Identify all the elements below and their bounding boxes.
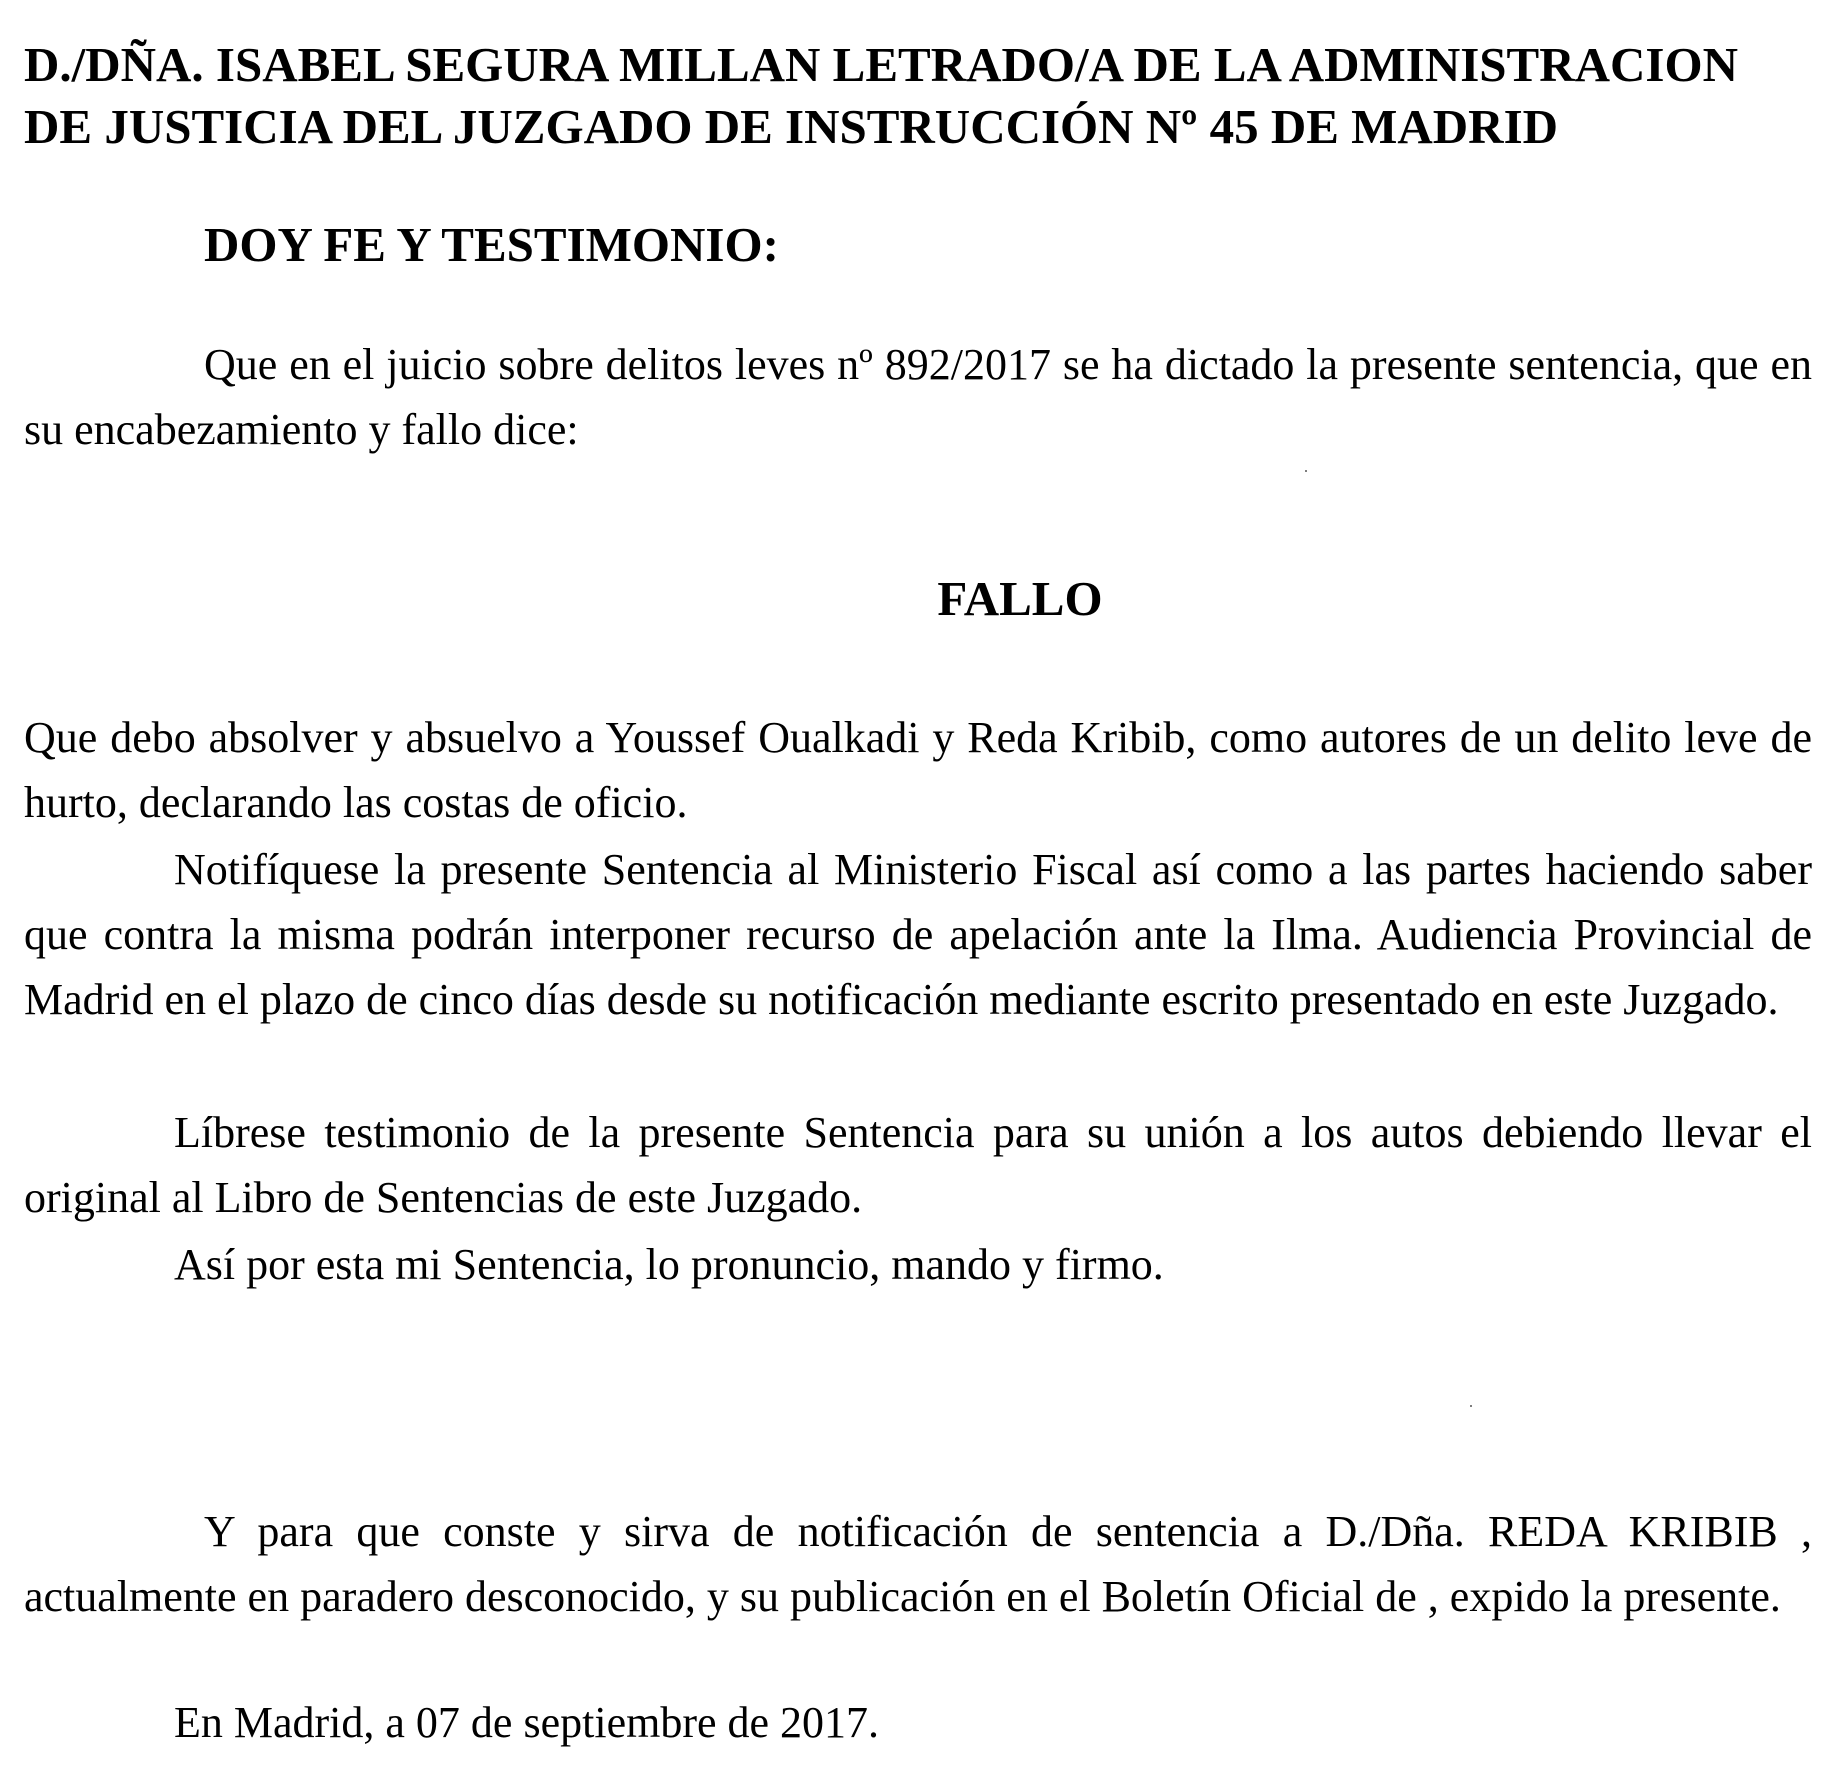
fallo-paragraph-closing: Así por esta mi Sentencia, lo pronuncio, mando y firmo. <box>174 1240 1164 1289</box>
notification-paragraph: Y para que conste y sirva de notificación de sentencia a D./Dña. REDA KRIBIB , actualmente en paradero desconocido, y su publicación en el Boletín Oficial de , expido la presente. <box>24 1507 1812 1621</box>
doy-fe-heading: DOY FE Y TESTIMONIO: <box>204 217 779 272</box>
fallo-paragraph-testimony: Líbrese testimonio de la presente Sentencia para su unión a los autos debiendo llevar el original al Libro de Sentencias de este Juzgado. <box>24 1108 1812 1222</box>
scan-speck <box>1305 470 1307 472</box>
fallo-paragraph-absolution: Que debo absolver y absuelvo a Youssef Oualkadi y Reda Kribib, como autores de un delito leve de hurto, declarando las costas de oficio. <box>24 713 1812 827</box>
date-line: En Madrid, a 07 de septiembre de 2017. <box>174 1698 880 1747</box>
fallo-paragraph-notification: Notifíquese la presente Sentencia al Ministerio Fiscal así como a las partes haciendo saber que contra la misma podrán interponer recurso de apelación ante la Ilma. Audiencia Provincial de Madrid en el plazo de cinco días desde su notificación mediante escrito presentado en este Juzgado. <box>24 845 1812 1024</box>
scan-speck <box>1470 1405 1472 1407</box>
intro-paragraph: Que en el juicio sobre delitos leves nº 892/2017 se ha dictado la presente sentencia, que en su encabezamiento y fallo dice: <box>24 340 1812 454</box>
heading-line-2: DE JUSTICIA DEL JUZGADO DE INSTRUCCIÓN Nº 45 DE MADRID <box>24 99 1559 154</box>
document-heading <box>24 34 1824 158</box>
heading-line-1: D./DÑA. ISABEL SEGURA MILLAN LETRADO/A DE LA ADMINISTRACION <box>24 37 1738 92</box>
fallo-title: FALLO <box>937 571 1103 626</box>
